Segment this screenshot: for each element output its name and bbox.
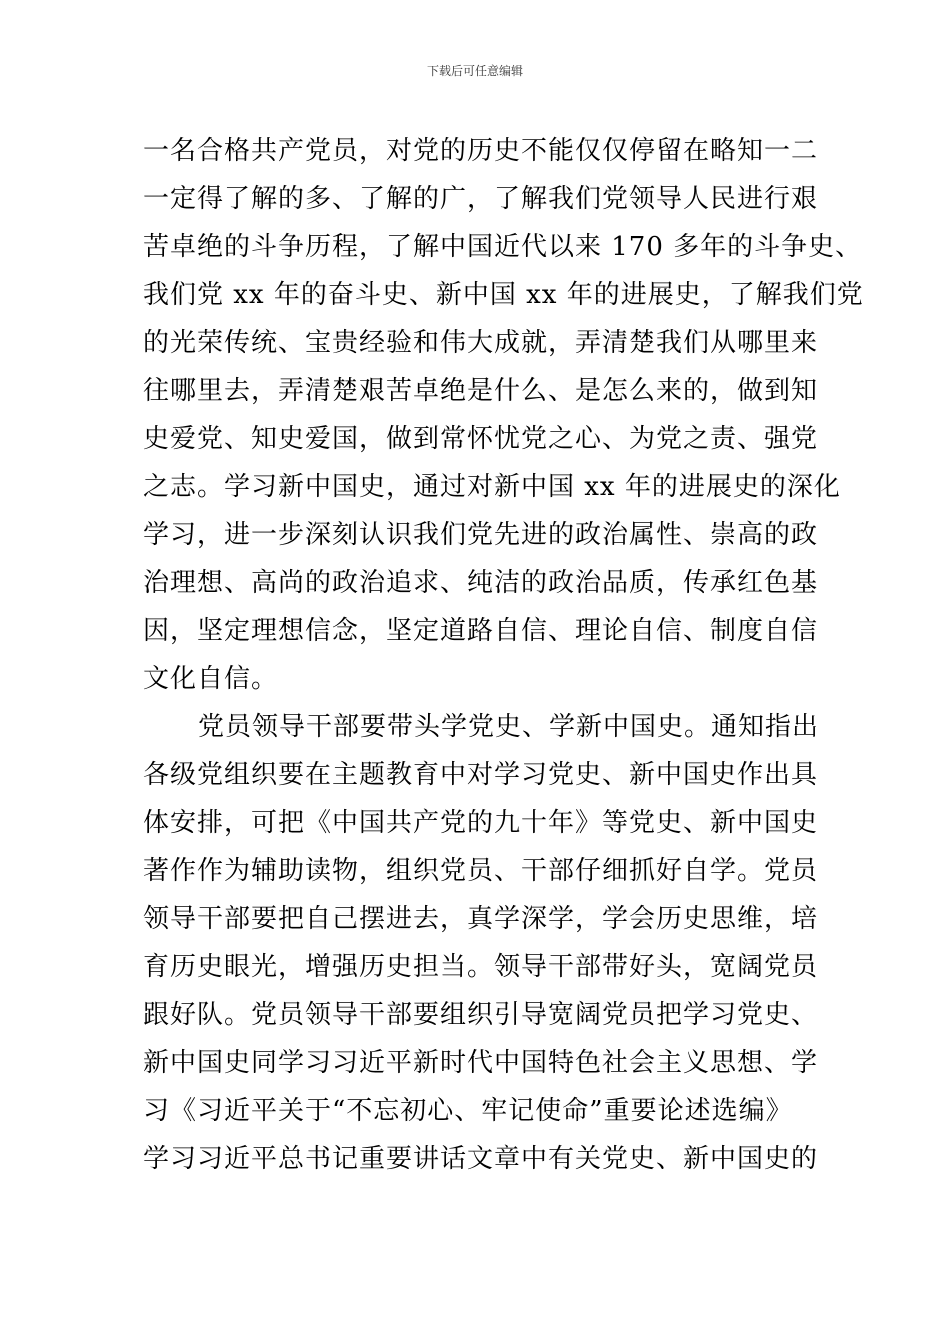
- text-line: 跟好队。党员领导干部要组织引导宽阔党员把学习党史、: [143, 1000, 819, 1030]
- text-line: 新中国史同学习习近平新时代中国特色社会主义思想、学: [143, 1048, 819, 1078]
- text-line: 苦卓绝的斗争历程，了解中国近代以来 170 多年的斗争史、: [143, 232, 863, 262]
- text-line: 一名合格共产党员，对党的历史不能仅仅停留在略知一二: [143, 136, 819, 166]
- paragraph-first-line: 党员领导干部要带头学党史、学新中国史。通知指出: [198, 712, 820, 742]
- text-line: 我们党 xx 年的奋斗史、新中国 xx 年的进展史，了解我们党: [143, 280, 864, 310]
- text-line: 文化自信。: [143, 664, 279, 694]
- text-line: 学习习近平总书记重要讲话文章中有关党史、新中国史的: [143, 1144, 819, 1174]
- text-line: 各级党组织要在主题教育中对学习党史、新中国史作出具: [143, 760, 819, 790]
- text-line: 之志。学习新中国史，通过对新中国 xx 年的进展史的深化: [143, 472, 841, 502]
- page-header: 下载后可任意编辑: [426, 64, 523, 78]
- text-line: 习《习近平关于“不忘初心、牢记使命”重要论述选编》: [143, 1096, 793, 1126]
- text-line: 体安排，可把《中国共产党的九十年》等党史、新中国史: [143, 808, 819, 838]
- text-line: 著作作为辅助读物，组织党员、干部仔细抓好自学。党员: [143, 856, 819, 886]
- text-line: 的光荣传统、宝贵经验和伟大成就，弄清楚我们从哪里来: [143, 328, 819, 358]
- text-line: 一定得了解的多、了解的广，了解我们党领导人民进行艰: [143, 184, 819, 214]
- text-line: 史爱党、知史爱国，做到常怀忧党之心、为党之责、强党: [143, 424, 819, 454]
- text-line: 领导干部要把自己摆进去，真学深学，学会历史思维，培: [143, 904, 819, 934]
- text-line: 往哪里去，弄清楚艰苦卓绝是什么、是怎么来的，做到知: [143, 376, 819, 406]
- text-line: 因，坚定理想信念，坚定道路自信、理论自信、制度自信: [143, 616, 819, 646]
- text-line: 学习，进一步深刻认识我们党先进的政治属性、崇高的政: [143, 520, 819, 550]
- text-line: 育历史眼光，增强历史担当。领导干部带好头，宽阔党员: [143, 952, 819, 982]
- text-line: 治理想、高尚的政治追求、纯洁的政治品质，传承红色基: [143, 568, 819, 598]
